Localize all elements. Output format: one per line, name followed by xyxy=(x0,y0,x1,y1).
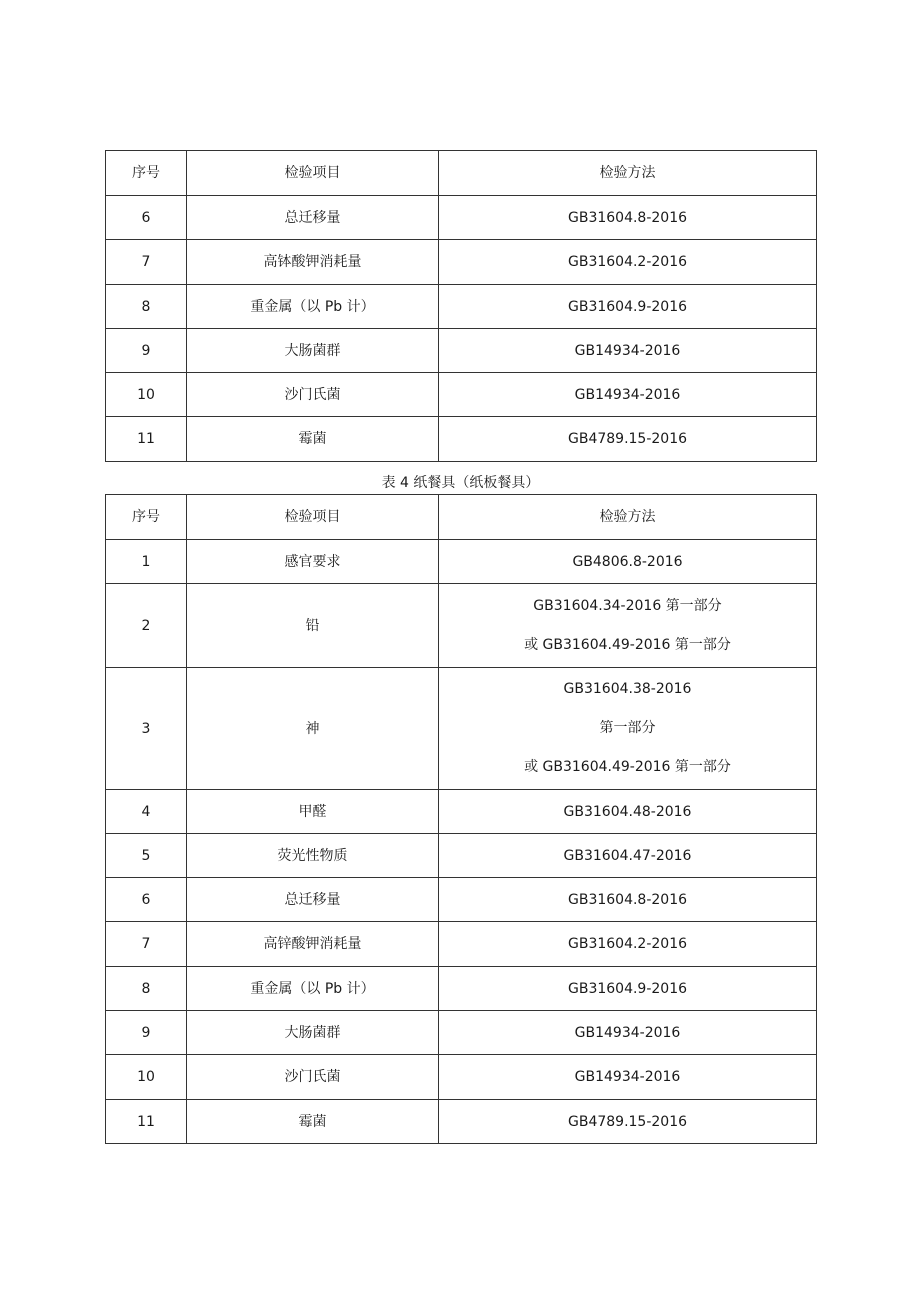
method-line: GB31604.34-2016 第一部分 xyxy=(533,597,722,614)
method-line: GB31604.48-2016 xyxy=(563,803,692,820)
table-row xyxy=(106,329,817,373)
method-line: 或 GB31604.49-2016 第一部分 xyxy=(524,759,731,775)
cell-item: 沙门氏菌 xyxy=(187,373,439,417)
cell-serial: 8 xyxy=(106,967,187,1011)
cell-serial: 2 xyxy=(106,584,187,668)
table-row xyxy=(106,240,817,285)
table-row xyxy=(106,540,817,584)
method-line: GB31604.2-2016 xyxy=(567,254,688,270)
inspection-table-1 xyxy=(105,150,817,462)
cell-method xyxy=(439,196,817,240)
cell-item: 高锌酸钾消耗量 xyxy=(187,922,439,967)
table-row xyxy=(106,373,817,417)
table-row xyxy=(106,668,817,790)
method-line: GB31604.9-2016 xyxy=(567,298,688,315)
method-line: 第一部分 xyxy=(599,720,656,736)
table-row xyxy=(106,790,817,834)
table-header-row xyxy=(106,495,817,540)
cell-item: 感官要求 xyxy=(187,540,439,584)
method-line: GB14934-2016 xyxy=(574,342,681,359)
table-row xyxy=(106,1055,817,1100)
cell-method xyxy=(439,1011,817,1055)
method-line: GB14934-2016 xyxy=(574,1024,681,1041)
cell-method xyxy=(439,540,817,584)
table-row xyxy=(106,922,817,967)
cell-serial: 11 xyxy=(106,1100,187,1144)
table-row xyxy=(106,417,817,462)
header-serial: 序号 xyxy=(106,495,187,540)
cell-serial: 10 xyxy=(106,1055,187,1100)
cell-serial: 9 xyxy=(106,329,187,373)
cell-item: 霉菌 xyxy=(187,1100,439,1144)
cell-item: 神 xyxy=(187,668,439,790)
header-method: 检验方法 xyxy=(439,151,817,196)
cell-item: 重金属（以 Pb 计） xyxy=(187,285,439,329)
table-row xyxy=(106,878,817,922)
cell-serial: 7 xyxy=(106,240,187,285)
cell-item: 重金属（以 Pb 计） xyxy=(187,967,439,1011)
table-row xyxy=(106,285,817,329)
cell-method xyxy=(439,967,817,1011)
cell-method xyxy=(439,1055,817,1100)
cell-item: 铅 xyxy=(187,584,439,668)
table-header-row xyxy=(106,151,817,196)
cell-item: 总迁移量 xyxy=(187,196,439,240)
cell-item: 霉菌 xyxy=(187,417,439,462)
method-line: GB31604.9-2016 xyxy=(567,980,688,997)
cell-serial: 3 xyxy=(106,668,187,790)
table-row xyxy=(106,834,817,878)
table-row xyxy=(106,967,817,1011)
method-line: 或 GB31604.49-2016 第一部分 xyxy=(524,636,731,653)
cell-serial: 5 xyxy=(106,834,187,878)
cell-item: 大肠菌群 xyxy=(187,329,439,373)
cell-serial: 4 xyxy=(106,790,187,834)
cell-serial: 6 xyxy=(106,196,187,240)
table-row xyxy=(106,1100,817,1144)
cell-method xyxy=(439,878,817,922)
cell-serial: 9 xyxy=(106,1011,187,1055)
cell-method xyxy=(439,240,817,285)
method-line: GB31604.38-2016 xyxy=(563,681,692,697)
cell-serial: 6 xyxy=(106,878,187,922)
inspection-table-2 xyxy=(105,494,817,1144)
cell-item: 荧光性物质 xyxy=(187,834,439,878)
cell-method xyxy=(439,417,817,462)
table-row xyxy=(106,196,817,240)
cell-serial: 11 xyxy=(106,417,187,462)
cell-method xyxy=(439,1100,817,1144)
header-item: 检验项目 xyxy=(187,151,439,196)
method-line: GB14934-2016 xyxy=(574,1069,681,1085)
cell-item: 高钵酸钾消耗量 xyxy=(187,240,439,285)
method-line: GB31604.47-2016 xyxy=(563,847,692,864)
method-line: GB14934-2016 xyxy=(574,386,681,403)
method-line: GB4806.8-2016 xyxy=(572,553,683,570)
cell-method xyxy=(439,584,817,668)
cell-serial: 10 xyxy=(106,373,187,417)
cell-serial: 8 xyxy=(106,285,187,329)
cell-method xyxy=(439,668,817,790)
cell-serial: 7 xyxy=(106,922,187,967)
cell-serial: 1 xyxy=(106,540,187,584)
cell-method xyxy=(439,373,817,417)
cell-item: 大肠菌群 xyxy=(187,1011,439,1055)
method-line: GB31604.8-2016 xyxy=(567,891,688,908)
cell-item: 沙门氏菌 xyxy=(187,1055,439,1100)
table-row xyxy=(106,1011,817,1055)
header-serial: 序号 xyxy=(106,151,187,196)
cell-method xyxy=(439,285,817,329)
cell-method xyxy=(439,834,817,878)
method-line: GB31604.8-2016 xyxy=(567,209,688,226)
method-line: GB31604.2-2016 xyxy=(567,936,688,952)
cell-item: 甲醛 xyxy=(187,790,439,834)
method-line: GB4789.15-2016 xyxy=(567,1113,688,1130)
method-line: GB4789.15-2016 xyxy=(567,431,688,447)
cell-method xyxy=(439,790,817,834)
cell-item: 总迁移量 xyxy=(187,878,439,922)
table-row xyxy=(106,584,817,668)
header-item: 检验项目 xyxy=(187,495,439,540)
cell-method xyxy=(439,922,817,967)
cell-method xyxy=(439,329,817,373)
header-method: 检验方法 xyxy=(439,495,817,540)
table-caption: 表 4 纸餐具（纸板餐具） xyxy=(381,475,540,491)
